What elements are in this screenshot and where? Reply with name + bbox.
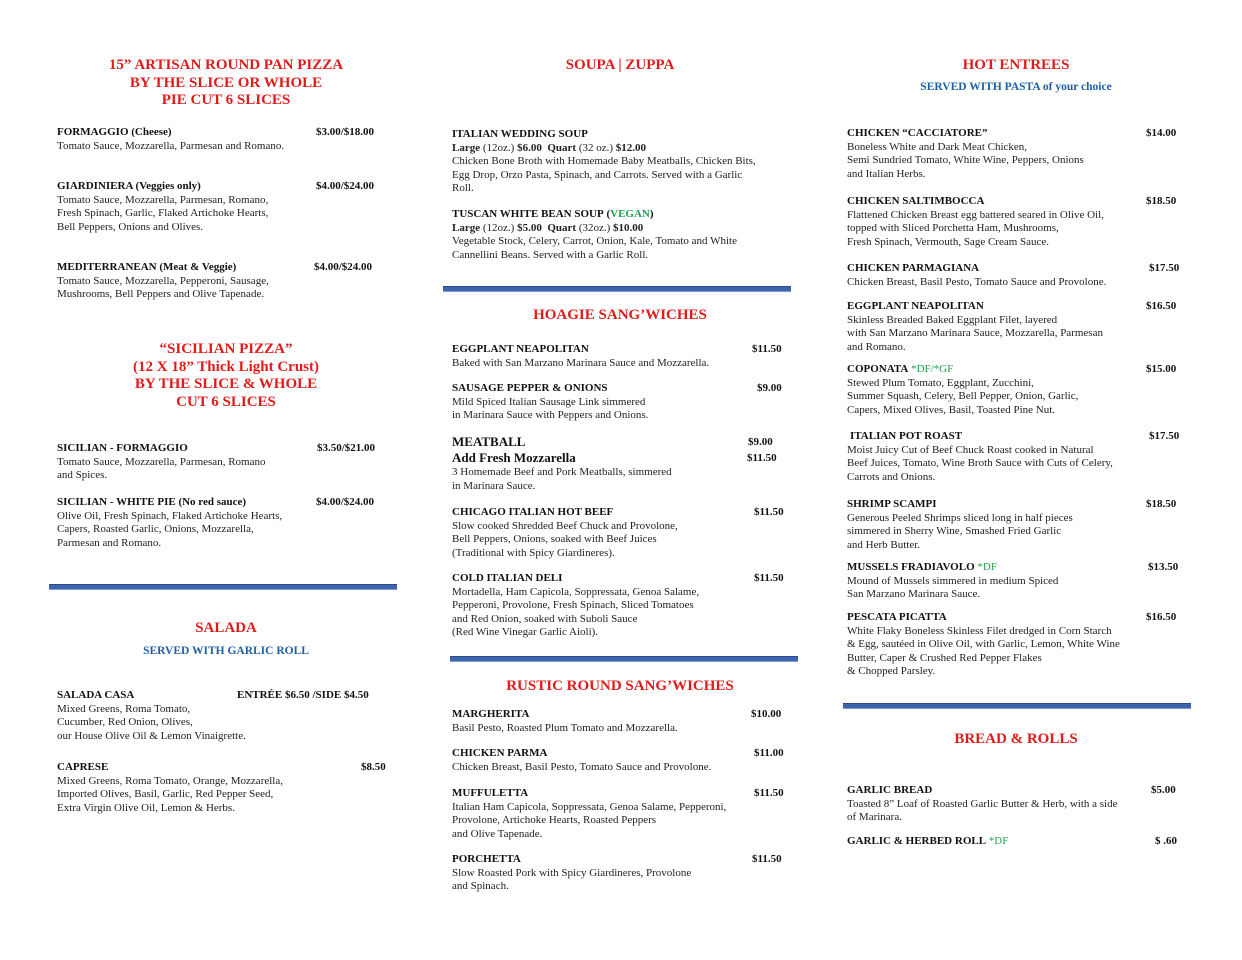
menu-item-chicago-hot-beef	[452, 506, 792, 560]
item-price: $ .60	[1155, 835, 1177, 847]
item-desc: in Marinara Sauce with Peppers and Onions.	[452, 409, 649, 421]
item-price: ENTRÉE $6.50 /SIDE $4.50	[237, 689, 369, 701]
item-desc: Mortadella, Ham Capicola, Soppressata, Genoa Salame,	[452, 585, 700, 598]
item-addon-price: $11.50	[747, 452, 777, 464]
item-name: CAPRESE	[57, 761, 109, 773]
menu-item-mediterranean	[57, 261, 397, 302]
item-desc: Mound of Mussels simmered in medium Spiced	[847, 574, 1059, 587]
item-desc: Flattened Chicken Breast egg battered seared in Olive Oil,	[847, 208, 1104, 221]
item-name: MUSSELS FRADIAVOLO	[847, 561, 975, 573]
item-price: $9.00	[748, 436, 773, 448]
item-name: GIARDINIERA (Veggies only)	[57, 180, 201, 192]
menu-item-muffuletta	[452, 787, 792, 841]
item-desc: Olive Oil, Fresh Spinach, Flaked Artichoke Hearts,	[57, 509, 283, 522]
menu-item-sicilian-white-pie	[57, 496, 397, 550]
item-desc: Roll.	[452, 182, 474, 194]
item-name: EGGPLANT NEAPOLITAN	[847, 300, 984, 312]
item-name: MUFFULETTA	[452, 787, 529, 799]
item-name: CHICAGO ITALIAN HOT BEEF	[452, 506, 614, 518]
menu-item-salada-casa	[57, 689, 397, 743]
menu-item-cold-italian-deli	[452, 572, 792, 640]
item-desc: Fresh Spinach, Garlic, Flaked Artichoke Hearts,	[57, 207, 269, 219]
item-desc: Stewed Plum Tomato, Eggplant, Zucchini,	[847, 376, 1034, 389]
item-desc: Mixed Greens, Roma Tomato, Orange, Mozzarella,	[57, 774, 283, 787]
dietary-tag: *DF	[977, 561, 997, 573]
item-desc: Tomato Sauce, Mozzarella, Parmesan and Romano.	[57, 139, 285, 152]
item-price: $9.00	[757, 382, 782, 394]
item-desc: and Spices.	[57, 469, 108, 481]
item-desc: Bell Peppers, Onions, soaked with Beef Juices	[452, 533, 657, 545]
item-desc: Egg Drop, Orzo Pasta, Spinach, and Carrots. Served with a Garlic	[452, 168, 743, 181]
item-desc: Summer Squash, Celery, Bell Pepper, Onion, Garlic,	[847, 390, 1079, 402]
item-desc: Toasted 8” Loaf of Roasted Garlic Butter & Herb, with a side	[847, 797, 1118, 810]
section-divider	[450, 656, 798, 662]
item-desc: Vegetable Stock, Celery, Carrot, Onion, Kale, Tomato and White	[452, 235, 737, 247]
item-desc: Basil Pesto, Roasted Plum Tomato and Mozzarella.	[452, 721, 678, 734]
item-name: ITALIAN WEDDING SOUP	[452, 128, 588, 140]
item-desc: Semi Sundried Tomato, White Wine, Peppers, Onions	[847, 154, 1084, 166]
item-desc: with San Marzano Marinara Sauce, Mozzarella, Parmesan	[847, 327, 1103, 339]
item-name: ITALIAN POT ROAST	[850, 430, 963, 442]
menu-item-giardiniera	[57, 180, 397, 234]
item-name: EGGPLANT NEAPOLITAN	[452, 343, 589, 355]
item-addon: Add Fresh Mozzarella	[452, 450, 576, 465]
item-price: $3.50/$21.00	[317, 442, 376, 454]
item-price: $4.00/$24.00	[316, 180, 375, 192]
menu-item-chicken-parma	[452, 747, 792, 774]
entrees-subheading: SERVED WITH PASTA of your choice	[920, 81, 1112, 93]
item-price: $18.50	[1146, 195, 1177, 207]
menu-item-shrimp-scampi	[847, 498, 1187, 552]
item-desc: Moist Juicy Cut of Beef Chuck Roast cooked in Natural	[847, 443, 1094, 456]
item-desc: Mild Spiced Italian Sausage Link simmered	[452, 395, 646, 408]
item-price: $13.50	[1148, 561, 1179, 573]
hoagie-heading: HOAGIE SANG’WICHES	[533, 307, 707, 323]
menu-item-chicken-cacciatore	[847, 127, 1187, 181]
item-desc: Baked with San Marzano Marinara Sauce and Mozzarella.	[452, 356, 710, 369]
item-desc: (Red Wine Vinegar Garlic Aioli).	[452, 626, 599, 638]
dietary-tag: *DF	[988, 835, 1009, 847]
item-desc: Mixed Greens, Roma Tomato,	[57, 702, 191, 715]
salada-subheading: SERVED WITH GARLIC ROLL	[143, 645, 309, 657]
item-desc: Tomato Sauce, Mozzarella, Parmesan, Romano	[57, 455, 266, 468]
item-desc: Parmesan and Romano.	[57, 536, 162, 549]
item-desc: and Spinach.	[452, 880, 509, 892]
menu-item-italian-wedding-soup	[452, 128, 797, 196]
menu-item-coponata	[847, 363, 1187, 417]
item-price: $5.00	[1151, 784, 1176, 796]
item-desc: 3 Homemade Beef and Pork Meatballs, simmered	[452, 466, 672, 478]
item-name: MARGHERITA	[452, 708, 530, 720]
item-desc: Butter, Caper & Crushed Red Pepper Flakes	[847, 651, 1042, 664]
menu-item-eggplant-neapolitan-hoagie	[452, 343, 792, 370]
item-desc: San Marzano Marinara Sauce.	[847, 588, 981, 600]
item-desc: Tomato Sauce, Mozzarella, Pepperoni, Sausage,	[57, 274, 269, 287]
item-name: CHICKEN “CACCIATORE”	[847, 127, 988, 139]
item-desc: Slow Roasted Pork with Spicy Giardineres, Provolone	[452, 866, 692, 879]
item-name: SICILIAN - FORMAGGIO	[57, 442, 188, 454]
item-desc: and Italian Herbs.	[847, 167, 926, 180]
section-divider	[843, 703, 1191, 709]
salada-heading: SALADA	[195, 620, 257, 636]
item-name: MEDITERRANEAN (Meat & Veggie)	[57, 261, 237, 273]
soup-heading: SOUPA | ZUPPA	[565, 57, 675, 73]
item-desc: and Olive Tapenade.	[452, 827, 543, 840]
item-price: $18.50	[1146, 498, 1177, 510]
item-price: $10.00	[751, 708, 782, 720]
item-price: $16.50	[1146, 611, 1177, 623]
item-desc: Extra Virgin Olive Oil, Lemon & Herbs.	[57, 801, 235, 814]
sicilian-heading: “SICILIAN PIZZA” (12 X 18” Thick Light Crust) BY THE SLICE & WHOLE CUT 6 SLICES	[133, 341, 319, 410]
menu-item-tuscan-white-bean-soup	[452, 208, 797, 262]
item-desc: Italian Ham Capicola, Soppressata, Genoa Salame, Pepperoni,	[452, 800, 727, 813]
item-price: $14.00	[1146, 127, 1177, 139]
item-name: COPONATA	[847, 363, 909, 375]
item-desc: Slow cooked Shredded Beef Chuck and Provolone,	[452, 519, 678, 532]
rustic-heading: RUSTIC ROUND SANG’WICHES	[506, 678, 734, 694]
item-desc: in Marinara Sauce.	[452, 479, 536, 492]
item-name: CHICKEN PARMA	[452, 747, 548, 759]
item-price: $17.50	[1149, 430, 1180, 442]
item-desc: Pepperoni, Provolone, Fresh Spinach, Sliced Tomatoes	[452, 599, 694, 611]
menu-item-caprese	[57, 761, 397, 815]
item-name: PORCHETTA	[452, 853, 521, 865]
item-desc: Chicken Bone Broth with Homemade Baby Meatballs, Chicken Bits,	[452, 155, 756, 167]
item-desc: Boneless White and Dark Meat Chicken,	[847, 140, 1028, 153]
item-price: $15.00	[1146, 363, 1177, 375]
item-name: PESCATA PICATTA	[847, 611, 947, 623]
item-name: SALADA CASA	[57, 689, 135, 701]
menu-item-eggplant-neapolitan-entree	[847, 300, 1187, 354]
item-name: MEATBALL	[452, 434, 526, 449]
item-name: TUSCAN WHITE BEAN SOUP (VEGAN)	[452, 208, 654, 220]
item-desc: Capers, Mixed Olives, Basil, Toasted Pine Nut.	[847, 403, 1056, 416]
item-price: $11.50	[752, 853, 782, 865]
item-desc: Generous Peeled Shrimps sliced long in half pieces	[847, 511, 1073, 524]
menu-item-mussels-fradiavolo	[847, 561, 1187, 602]
item-desc: Bell Peppers, Onions and Olives.	[57, 220, 204, 233]
item-name: SAUSAGE PEPPER & ONIONS	[452, 382, 608, 394]
item-desc: Chicken Breast, Basil Pesto, Tomato Sauce and Provolone.	[452, 760, 712, 773]
item-desc: Tomato Sauce, Mozzarella, Parmesan, Romano,	[57, 193, 269, 206]
menu-item-sicilian-formaggio	[57, 442, 397, 483]
item-desc: and Herb Butter.	[847, 538, 921, 551]
menu-item-pescata-picatta	[847, 611, 1192, 679]
item-name: COLD ITALIAN DELI	[452, 572, 563, 584]
pizza-heading: 15” ARTISAN ROUND PAN PIZZA BY THE SLICE OR WHOLE PIE CUT 6 SLICES	[108, 57, 344, 108]
item-name: SHRIMP SCAMPI	[847, 498, 937, 510]
section-divider	[49, 584, 397, 590]
item-price: $11.50	[752, 343, 782, 355]
item-name: GARLIC BREAD	[847, 784, 933, 796]
item-price: $11.50	[754, 787, 784, 799]
item-desc: Skinless Breaded Baked Eggplant Filet, layered	[847, 313, 1058, 326]
item-price: $4.00/$24.00	[316, 496, 375, 508]
item-desc: and Romano.	[847, 340, 906, 353]
dietary-tag: *DF/*GF	[911, 363, 954, 375]
item-desc: Imported Olives, Basil, Garlic, Red Pepper Seed,	[57, 788, 274, 800]
item-price: $11.00	[754, 747, 784, 759]
item-price: $11.50	[754, 506, 784, 518]
item-price: $4.00/$24.00	[314, 261, 373, 273]
item-price: $16.50	[1146, 300, 1177, 312]
item-desc: Carrots and Onions.	[847, 470, 936, 483]
menu-item-italian-pot-roast	[847, 430, 1187, 484]
section-divider	[443, 286, 791, 292]
menu-item-garlic-herbed-roll	[847, 835, 1187, 849]
item-price: $8.50	[361, 761, 386, 773]
item-desc: our House Olive Oil & Lemon Vinaigrette.	[57, 729, 246, 742]
item-price: $17.50	[1149, 262, 1180, 274]
menu-item-porchetta	[452, 853, 792, 894]
menu-item-garlic-bread	[847, 784, 1187, 825]
menu-item-chicken-saltimbocca	[847, 195, 1187, 249]
item-desc: & Egg, sautéed in Olive Oil, with Garlic, Lemon, White Wine	[847, 638, 1120, 650]
item-desc: & Chopped Parsley.	[847, 665, 936, 677]
item-desc: Fresh Spinach, Vermouth, Sage Cream Sauce.	[847, 235, 1050, 248]
item-price: $11.50	[754, 572, 784, 584]
item-desc: Chicken Breast, Basil Pesto, Tomato Sauce and Provolone.	[847, 275, 1107, 288]
menu-item-meatball	[452, 434, 792, 493]
menu-item-margherita	[452, 708, 792, 735]
menu-item-chicken-parmagiana	[847, 262, 1187, 289]
item-desc: Capers, Roasted Garlic, Onions, Mozzarella,	[57, 523, 254, 535]
item-desc: Beef Juices, Tomato, Wine Broth Sauce with Cuts of Celery,	[847, 457, 1113, 469]
item-name: CHICKEN SALTIMBOCCA	[847, 195, 985, 207]
item-desc: Cannellini Beans. Served with a Garlic Roll.	[452, 248, 649, 261]
entrees-heading: HOT ENTREES	[962, 57, 1070, 73]
item-sizes: Large (12oz.) $6.00 Quart (32 oz.) $12.00	[452, 141, 647, 154]
item-name: SICILIAN - WHITE PIE (No red sauce)	[57, 496, 247, 508]
menu-item-sausage-pepper-onions	[452, 382, 792, 423]
item-desc: simmered in Sherry Wine, Smashed Fried Garlic	[847, 525, 1062, 537]
item-desc: topped with Sliced Porchetta Ham, Mushrooms,	[847, 222, 1059, 234]
item-desc: Cucumber, Red Onion, Olives,	[57, 716, 193, 728]
item-sizes: Large (12oz.) $5.00 Quart (32oz.) $10.00	[452, 221, 644, 234]
item-desc: and Red Onion, soaked with Suboli Sauce	[452, 612, 638, 625]
item-desc: Provolone, Artichoke Hearts, Roasted Peppers	[452, 814, 657, 826]
bread-heading: BREAD & ROLLS	[954, 731, 1078, 747]
menu-item-formaggio	[57, 126, 397, 153]
item-name: GARLIC & HERBED ROLL	[847, 835, 987, 847]
item-desc: White Flaky Boneless Skinless Filet dredged in Corn Starch	[847, 624, 1112, 637]
item-name: CHICKEN PARMAGIANA	[847, 262, 980, 274]
item-desc: of Marinara.	[847, 811, 902, 823]
item-price: $3.00/$18.00	[316, 126, 375, 138]
item-desc: Mushrooms, Bell Peppers and Olive Tapenade.	[57, 288, 265, 300]
item-name: FORMAGGIO (Cheese)	[57, 126, 172, 138]
item-desc: (Traditional with Spicy Giardineres).	[452, 546, 615, 559]
